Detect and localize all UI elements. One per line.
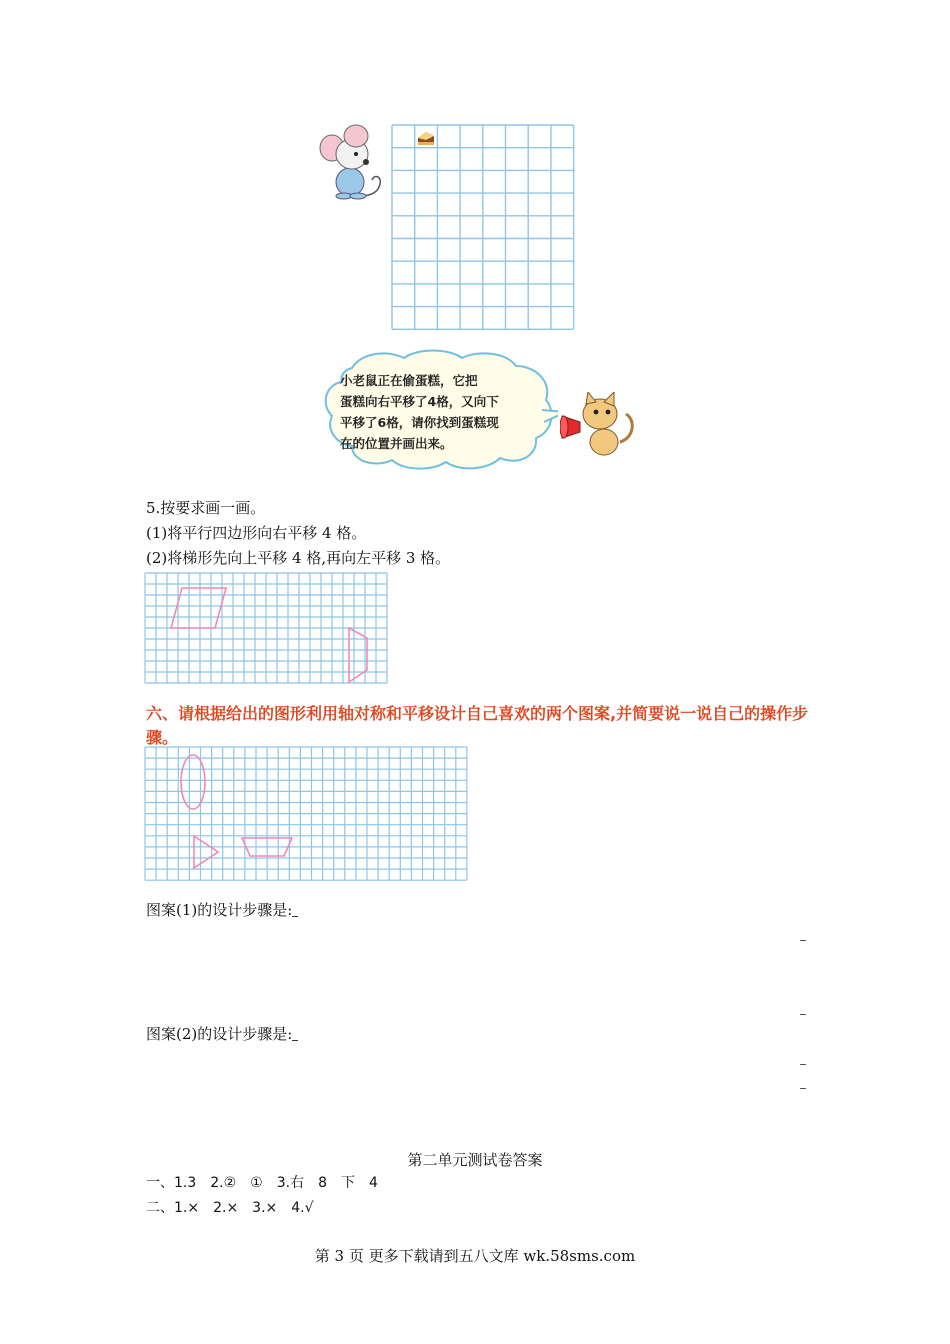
parallelogram-shape xyxy=(171,588,226,628)
ellipse-shape xyxy=(181,755,205,809)
pattern1-label: 图案(1)的设计步骤是: xyxy=(146,901,293,919)
pattern2-steps-row xyxy=(146,1024,298,1044)
mouse-icon xyxy=(316,124,390,204)
design-grid xyxy=(144,746,469,886)
pattern1-answer-line[interactable] xyxy=(292,902,298,917)
answers-title: 第二单元测试卷答案 xyxy=(407,1151,543,1169)
answers-line1: 一、1.3 2.② ① 3.右 8 下 4 xyxy=(146,1175,378,1191)
translation-grid xyxy=(144,572,392,684)
answer-line-end xyxy=(800,1064,806,1065)
question5-item1: (1)将平行四边形向右平移 4 格。 xyxy=(146,524,367,542)
answers-line2: 二、1.× 2.× 3.× 4.√ xyxy=(146,1200,314,1216)
bubble-text: 小老鼠正在偷蛋糕，它把 蛋糕向右平移了4格，又向下 平移了6格，请你找到蛋糕现 在的位置并画出来。 xyxy=(340,373,499,451)
question5-title: 5.按要求画一画。 xyxy=(146,499,266,517)
answer-line-end xyxy=(800,1014,806,1015)
cake-grid xyxy=(390,124,576,330)
trapezoid-shape xyxy=(349,628,367,682)
pattern1-steps-row xyxy=(146,900,298,920)
pattern2-answer-line[interactable] xyxy=(292,1026,298,1041)
answer-line-end xyxy=(800,940,806,941)
cake-icon xyxy=(418,132,434,145)
answer-line-end xyxy=(800,1088,806,1089)
pattern2-label: 图案(2)的设计步骤是: xyxy=(146,1025,293,1043)
cat-with-megaphone-icon xyxy=(560,392,638,462)
page-footer xyxy=(0,1246,950,1266)
triangle-shape xyxy=(194,836,218,868)
footer-text: 第 3 页 更多下载请到五八文库 wk.58sms.com xyxy=(314,1247,636,1265)
question5-item2: (2)将梯形先向上平移 4 格,再向左平移 3 格。 xyxy=(146,549,451,567)
section6-heading: 六、请根据给出的图形利用轴对称和平移设计自己喜欢的两个图案,并简要说一说自己的操作步骤。 xyxy=(146,704,809,747)
